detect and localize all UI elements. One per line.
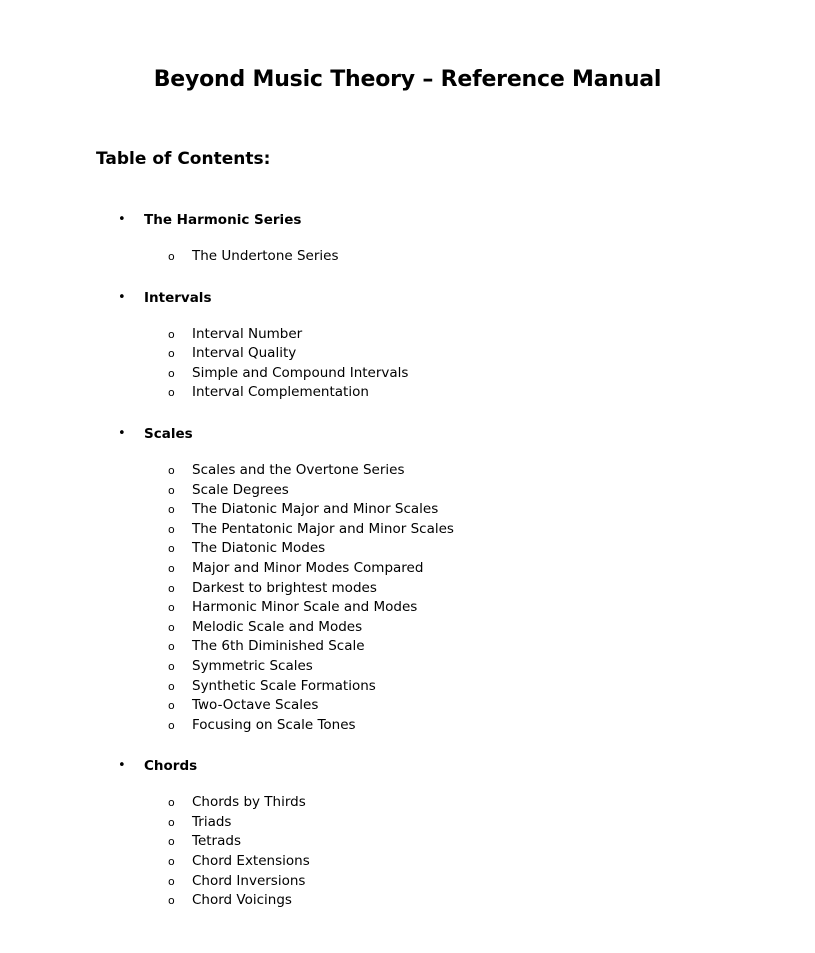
hollow-circle-bullet-icon: o (168, 503, 175, 517)
section-spacer (0, 267, 815, 286)
toc-sub-item (0, 598, 815, 618)
toc-sub-item-label: Interval Number (192, 325, 303, 342)
hollow-circle-bullet-icon: o (168, 640, 175, 654)
toc-sub-item-label: Darkest to brightest modes (192, 579, 377, 596)
toc-sub-item-label: The Pentatonic Major and Minor Scales (192, 520, 454, 537)
toc-sub-list (0, 310, 815, 403)
toc-sub-item (0, 579, 815, 599)
toc-sub-item (0, 872, 815, 892)
toc-section (0, 208, 815, 286)
toc-sub-item (0, 852, 815, 872)
toc-sub-item (0, 637, 815, 657)
hollow-circle-bullet-icon: o (168, 386, 175, 400)
toc-sub-item (0, 813, 815, 833)
toc-sub-item (0, 247, 815, 267)
toc-sub-item (0, 696, 815, 716)
toc-sub-item (0, 832, 815, 852)
toc-sub-item-label: Scale Degrees (192, 481, 289, 498)
toc-sub-item (0, 520, 815, 540)
hollow-circle-bullet-icon: o (168, 855, 175, 869)
hollow-circle-bullet-icon: o (168, 250, 175, 263)
toc-sub-item (0, 325, 815, 345)
toc-sub-item (0, 500, 815, 520)
hollow-circle-bullet-icon: o (168, 815, 175, 829)
toc-section (0, 754, 815, 911)
bullet-icon: • (118, 425, 126, 441)
toc-sub-list (0, 232, 815, 267)
toc-sub-item-label: Focusing on Scale Tones (192, 716, 356, 733)
section-spacer (0, 735, 815, 754)
toc-section-header (0, 286, 815, 310)
bullet-icon: • (118, 758, 126, 774)
hollow-circle-bullet-icon: o (168, 718, 175, 732)
toc-sub-item-label: The Diatonic Major and Minor Scales (192, 501, 439, 518)
toc-section (0, 286, 815, 422)
hollow-circle-bullet-icon: o (168, 366, 175, 380)
hollow-circle-bullet-icon: o (168, 601, 175, 615)
toc-sub-item-label: Simple and Compound Intervals (192, 364, 409, 381)
toc-section-header (0, 754, 815, 778)
hollow-circle-bullet-icon: o (168, 835, 175, 849)
hollow-circle-bullet-icon: o (168, 347, 175, 361)
hollow-circle-bullet-icon: o (168, 483, 175, 497)
toc-sub-item-label: Tetrads (192, 833, 241, 850)
toc-section-header (0, 208, 815, 232)
toc-section-title: Intervals (144, 289, 212, 306)
toc-sub-item-label: Chords by Thirds (192, 794, 306, 811)
toc-sub-item-label: Chord Voicings (192, 892, 292, 909)
toc-sub-item-label: Two-Octave Scales (192, 697, 319, 714)
toc-section-title: The Harmonic Series (144, 212, 302, 228)
toc-sub-item-label: Major and Minor Modes Compared (192, 559, 424, 576)
hollow-circle-bullet-icon: o (168, 542, 175, 556)
toc-section-title: Chords (144, 758, 198, 775)
toc-sub-item-label: The Undertone Series (192, 248, 339, 264)
toc-sub-item-label: Harmonic Minor Scale and Modes (192, 599, 418, 616)
toc-sub-item-label: Symmetric Scales (192, 657, 313, 674)
toc-sub-item-label: Melodic Scale and Modes (192, 618, 363, 635)
toc-heading: Table of Contents: (96, 149, 271, 169)
hollow-circle-bullet-icon: o (168, 796, 175, 810)
toc-sub-item-label: The 6th Diminished Scale (192, 638, 365, 655)
toc-sub-item (0, 539, 815, 559)
toc-sub-item-label: Triads (192, 813, 232, 830)
hollow-circle-bullet-icon: o (168, 699, 175, 713)
toc-sub-item-label: Scales and the Overtone Series (192, 461, 405, 478)
toc-section (0, 422, 815, 754)
toc-sub-item (0, 716, 815, 736)
toc-sub-item-label: Chord Inversions (192, 872, 306, 889)
bullet-icon: • (118, 212, 126, 227)
toc-sub-item (0, 657, 815, 677)
toc-sub-item-label: Synthetic Scale Formations (192, 677, 376, 694)
hollow-circle-bullet-icon: o (168, 561, 175, 575)
hollow-circle-bullet-icon: o (168, 522, 175, 536)
toc-sub-item-label: The Diatonic Modes (192, 540, 326, 557)
toc-sub-item (0, 383, 815, 403)
toc-section-title: Scales (144, 425, 193, 442)
hollow-circle-bullet-icon: o (168, 659, 175, 673)
toc-sub-list (0, 446, 815, 735)
toc-sub-item-label: Interval Complementation (192, 384, 369, 401)
toc-sub-item (0, 559, 815, 579)
toc-sub-item (0, 618, 815, 638)
toc-sub-item-label: Chord Extensions (192, 853, 310, 870)
toc-sub-item (0, 481, 815, 501)
toc-sub-item (0, 677, 815, 697)
hollow-circle-bullet-icon: o (168, 874, 175, 888)
toc-sub-item-label: Interval Quality (192, 345, 297, 362)
document-title: Beyond Music Theory – Reference Manual (153, 67, 662, 92)
toc-sub-item (0, 344, 815, 364)
table-of-contents (0, 208, 815, 911)
toc-sub-item (0, 793, 815, 813)
section-spacer (0, 403, 815, 422)
toc-sub-list (0, 778, 815, 911)
hollow-circle-bullet-icon: o (168, 327, 175, 341)
hollow-circle-bullet-icon: o (168, 581, 175, 595)
toc-sub-item (0, 891, 815, 911)
hollow-circle-bullet-icon: o (168, 620, 175, 634)
hollow-circle-bullet-icon: o (168, 679, 175, 693)
toc-sub-item (0, 461, 815, 481)
bullet-icon: • (118, 289, 126, 305)
hollow-circle-bullet-icon: o (168, 894, 175, 908)
toc-section-header (0, 422, 815, 446)
hollow-circle-bullet-icon: o (168, 463, 175, 477)
toc-sub-item (0, 364, 815, 384)
